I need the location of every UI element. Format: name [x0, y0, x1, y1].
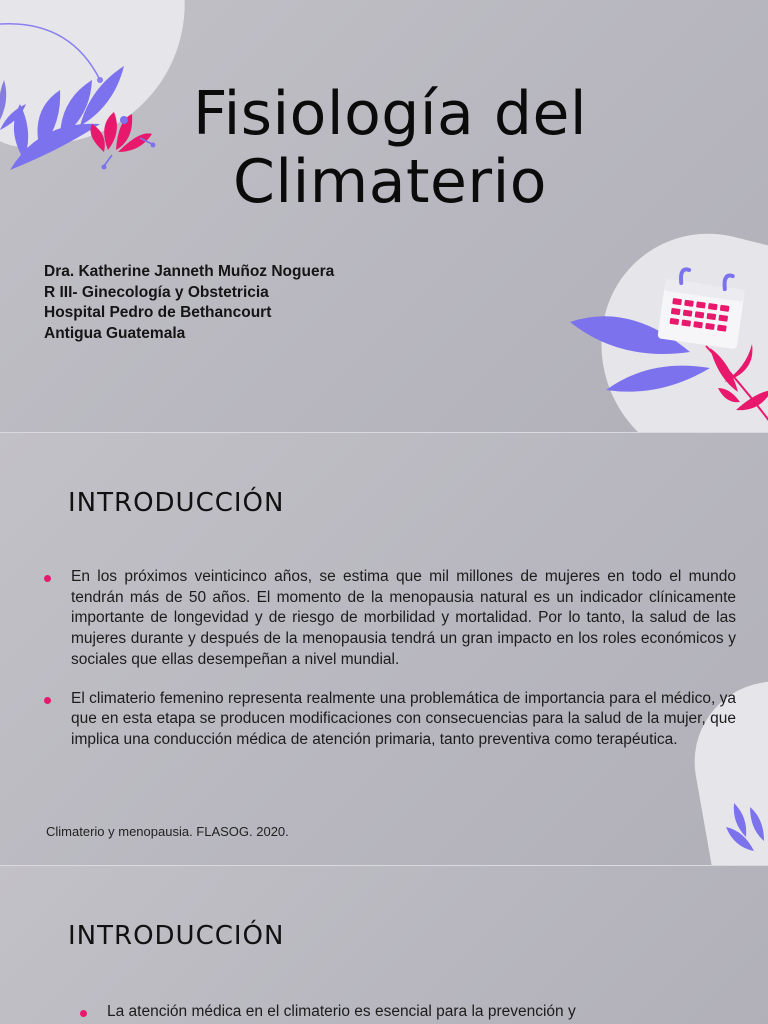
- introduction-slide-2: [0, 866, 768, 1024]
- bullet-dot-icon: [44, 575, 51, 582]
- bullet-text: La atención médica en el climaterio es esencial para la prevención y: [107, 1003, 576, 1020]
- author-block: [44, 262, 334, 344]
- bullet-list: [44, 567, 736, 769]
- section-heading: INTRODUCCIÓN: [68, 488, 285, 518]
- title-line-2: Climaterio: [233, 147, 547, 217]
- slide-title: [90, 80, 690, 216]
- leaf-illustration: [724, 797, 768, 865]
- author-location: Antigua Guatemala: [44, 324, 186, 342]
- title-line-1: Fisiología del: [192, 79, 588, 149]
- author-residency: R III- Ginecología y Obstetricia: [44, 283, 269, 301]
- bullet-dot-icon: [80, 1010, 87, 1017]
- bullet-text: En los próximos veinticinco años, se estima que mil millones de mujeres en todo el mundo tendrán más de 50 años. El momento de la menopausia natural es un indicador clínicamente importante de longevidad y de riesgo de morbilidad y mortalidad. Por lo tanto, la salud de las mujeres durante y después de la menopausia tendrá un gran impacto en los roles económicos y sociales que ellas desempeñan a nivel mundial.: [71, 568, 736, 668]
- list-item: [44, 689, 736, 751]
- list-item: [44, 567, 736, 671]
- list-item: [80, 1002, 700, 1023]
- citation: Climaterio y menopausia. FLASOG. 2020.: [46, 824, 289, 839]
- bullet-dot-icon: [44, 697, 51, 704]
- title-slide: [0, 0, 768, 432]
- introduction-slide: [0, 433, 768, 865]
- calendar-leaves-illustration: [560, 262, 768, 432]
- author-name: Dra. Katherine Janneth Muñoz Noguera: [44, 263, 335, 280]
- author-hospital: Hospital Pedro de Bethancourt: [44, 304, 272, 321]
- bullet-list: [80, 1002, 700, 1024]
- bullet-text: El climaterio femenino representa realmente una problemática de importancia para el médico, ya que en esta etapa se producen modificaciones con consecuencias para la salud de la mujer, que implica una conducción médica de atención primaria, tanto preventiva como terapéutica.: [71, 689, 736, 748]
- section-heading: INTRODUCCIÓN: [68, 921, 285, 951]
